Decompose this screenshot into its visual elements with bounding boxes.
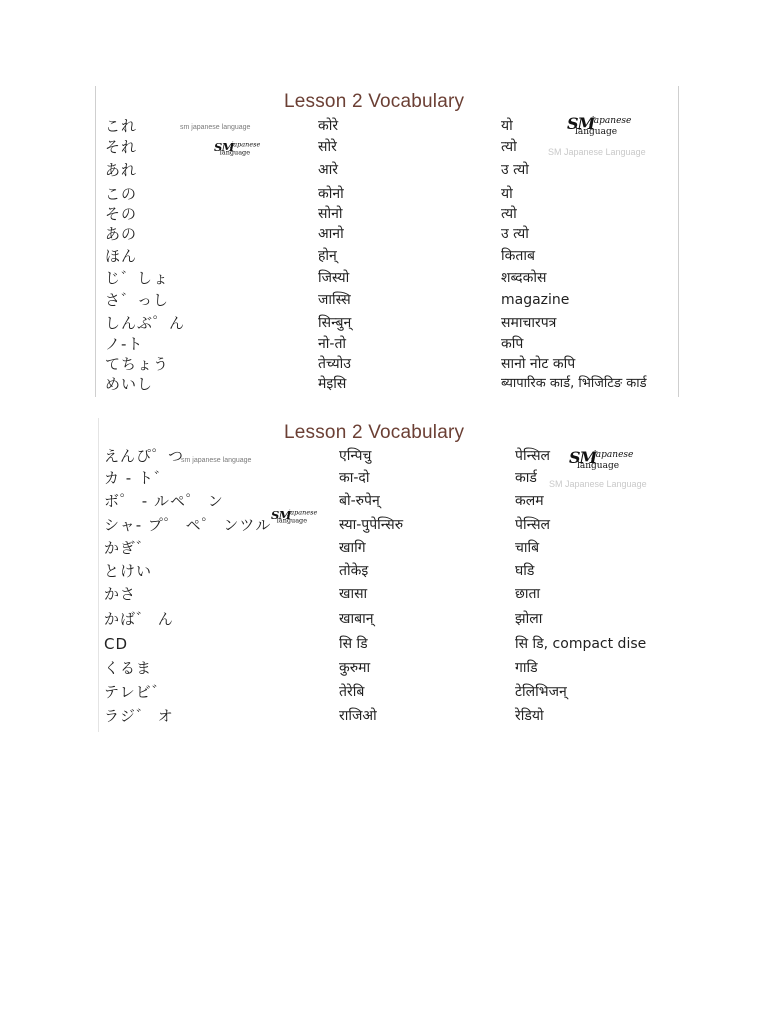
nepali-reading: जास्सि xyxy=(318,292,351,308)
watermark-text: sm japanese language xyxy=(180,124,251,131)
vocab-row xyxy=(99,446,669,468)
meaning: सानो नोट कपि xyxy=(501,356,576,372)
vocab-row xyxy=(99,561,669,583)
nepali-reading: स्या-पुपेन्सिरु xyxy=(339,517,404,533)
nepali-reading: नो-तो xyxy=(318,336,347,352)
meaning: घडि xyxy=(515,563,535,579)
japanese-word: じ゛しょ xyxy=(105,269,170,287)
vocab-row xyxy=(99,584,669,606)
nepali-reading: सिन्बुन् xyxy=(318,315,352,331)
nepali-reading: सोरे xyxy=(318,139,337,155)
meaning: कपि xyxy=(501,336,524,352)
meaning: टेलिभिजन् xyxy=(515,684,567,700)
japanese-word: これ xyxy=(105,117,138,135)
logo-japanese: japanese xyxy=(231,141,261,149)
meaning: शब्दकोस xyxy=(501,270,547,286)
japanese-word: てちょう xyxy=(105,355,170,373)
vocab-row xyxy=(96,246,678,268)
nepali-reading: एन्पिचु xyxy=(339,448,372,464)
japanese-word: かば゛ ん xyxy=(104,610,174,628)
meaning: उ त्यो xyxy=(501,162,529,178)
meaning: ब्यापारिक कार्ड, भिजिटिङ कार्ड xyxy=(501,376,647,391)
panel-title: Lesson 2 Vocabulary xyxy=(284,91,465,112)
meaning: त्यो xyxy=(501,139,517,155)
logo-sm: SM xyxy=(567,114,595,133)
japanese-word: CD xyxy=(104,635,129,653)
nepali-reading: कुरुमा xyxy=(339,660,371,676)
japanese-word: くるま xyxy=(104,659,153,677)
logo-language: language xyxy=(219,149,251,157)
meaning: झोला xyxy=(515,611,543,627)
vocabulary-panel-2 xyxy=(98,418,669,732)
meaning: रेडियो xyxy=(515,708,544,724)
vocab-row xyxy=(99,634,669,656)
meaning: magazine xyxy=(501,292,570,308)
vocab-row xyxy=(99,658,669,680)
nepali-reading: खागि xyxy=(339,540,366,556)
meaning: यो xyxy=(501,118,513,134)
nepali-reading: सोनो xyxy=(318,206,343,222)
meaning: चाबि xyxy=(515,540,540,556)
vocab-row xyxy=(96,268,678,290)
logo-language: language xyxy=(575,127,618,137)
japanese-word: ラジ゛ オ xyxy=(104,707,174,725)
vocab-row xyxy=(96,313,678,335)
logo-sm: SM xyxy=(569,448,597,467)
japanese-word: ボ゜ - ルペ゜ ン xyxy=(104,492,224,510)
vocab-row xyxy=(96,137,678,159)
logo-japanese: japanese xyxy=(593,450,634,460)
japanese-word: その xyxy=(105,205,138,223)
nepali-reading: सि डि xyxy=(339,636,368,652)
nepali-reading: खासा xyxy=(339,586,368,602)
nepali-reading: कोरे xyxy=(318,118,339,134)
japanese-word: テレビ゛ xyxy=(104,683,168,701)
vocab-row xyxy=(96,204,678,226)
nepali-reading: तेरेबि xyxy=(339,684,365,700)
vocab-row xyxy=(96,160,678,182)
vocab-row xyxy=(96,224,678,246)
nepali-reading: जिस्यो xyxy=(318,270,350,286)
meaning: सि डि, compact dise xyxy=(515,636,647,652)
logo-japanese: japanese xyxy=(591,116,632,126)
meaning: पेन्सिल xyxy=(515,448,551,464)
japanese-word: しんぶ゜ん xyxy=(105,314,186,332)
japanese-word: ノ-ト xyxy=(105,335,144,353)
vocab-row xyxy=(99,609,669,631)
vocab-row xyxy=(99,538,669,560)
nepali-reading: आनो xyxy=(318,226,344,242)
meaning: समाचारपत्र xyxy=(501,315,557,331)
vocabulary-panel-1 xyxy=(95,86,679,397)
japanese-word: それ xyxy=(105,138,138,156)
logo-japanese: japanese xyxy=(288,509,318,517)
japanese-word: ほん xyxy=(105,247,138,265)
meaning: किताब xyxy=(501,248,535,264)
vocab-row xyxy=(96,354,678,376)
vocab-row xyxy=(96,116,678,138)
nepali-reading: का-दो xyxy=(339,470,370,486)
nepali-reading: तोकेइ xyxy=(339,563,369,579)
nepali-reading: बो-रुपेन् xyxy=(339,493,380,509)
japanese-word: さ゛っし xyxy=(105,291,170,309)
meaning: यो xyxy=(501,186,513,202)
japanese-word: あの xyxy=(105,225,138,243)
watermark-faint-text: SM Japanese Language xyxy=(549,479,647,489)
vocab-row xyxy=(99,515,669,537)
vocab-row xyxy=(96,290,678,312)
japanese-word: あれ xyxy=(105,161,138,179)
japanese-word: カ - ト゛ xyxy=(104,469,170,487)
meaning: उ त्यो xyxy=(501,226,529,242)
meaning: गाडि xyxy=(515,660,538,676)
japanese-word: えんぴ゜つ xyxy=(104,447,185,465)
japanese-word: とけい xyxy=(104,562,153,580)
vocab-row xyxy=(96,184,678,206)
watermark-faint-text: SM Japanese Language xyxy=(548,147,646,157)
vocab-row xyxy=(99,491,669,513)
logo-sm: SM xyxy=(214,140,234,154)
meaning: कार्ड xyxy=(515,470,537,486)
nepali-reading: तेच्योउ xyxy=(318,356,351,372)
meaning: पेन्सिल xyxy=(515,517,551,533)
nepali-reading: कोनो xyxy=(318,186,344,202)
vocab-row xyxy=(99,682,669,704)
nepali-reading: आरे xyxy=(318,162,339,178)
logo-sm: SM xyxy=(271,508,291,522)
meaning: कलम xyxy=(515,493,544,509)
nepali-reading: खाबान् xyxy=(339,611,374,627)
logo-language: language xyxy=(276,517,308,525)
vocab-row xyxy=(96,374,678,396)
japanese-word: かぎ゛ xyxy=(104,539,153,557)
nepali-reading: होन् xyxy=(318,248,337,264)
japanese-word: この xyxy=(105,185,138,203)
panel-title: Lesson 2 Vocabulary xyxy=(284,422,465,443)
vocab-row xyxy=(99,706,669,728)
japanese-word: めいし xyxy=(105,375,154,393)
watermark-text: sm japanese language xyxy=(181,457,252,464)
logo-language: language xyxy=(577,461,620,471)
nepali-reading: मेइसि xyxy=(318,376,347,392)
nepali-reading: राजिओ xyxy=(339,708,377,724)
japanese-word: かさ xyxy=(104,585,137,603)
meaning: छाता xyxy=(515,586,541,602)
meaning: त्यो xyxy=(501,206,517,222)
vocab-row xyxy=(96,334,678,356)
japanese-word: シャ- プ゜ ペ゜ ンツル xyxy=(104,516,272,534)
vocab-row xyxy=(99,468,669,490)
